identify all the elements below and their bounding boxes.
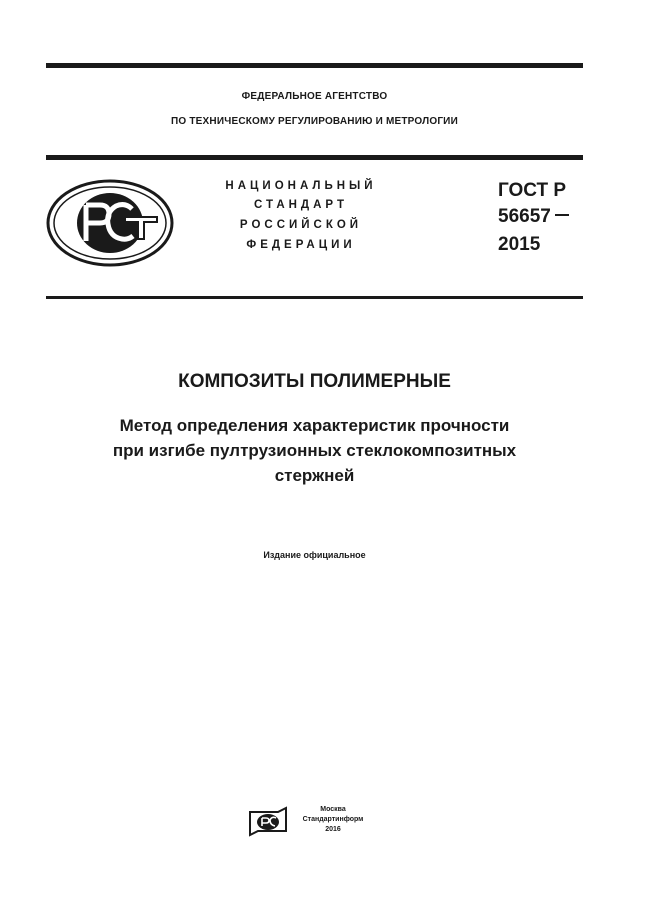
edition-label: Издание официальное	[263, 550, 366, 560]
publisher-info	[296, 805, 370, 835]
subtitle-line-2: при изгибе пултрузионных стеклокомпозитных	[112, 441, 517, 460]
standard-type-line-4: ФЕДЕРАЦИИ	[246, 239, 356, 251]
document-title: КОМПОЗИТЫ ПОЛИМЕРНЫЕ	[178, 371, 451, 392]
gost-number-row	[498, 207, 569, 226]
top-rule	[46, 63, 583, 68]
subtitle-line-3: стержней	[274, 466, 355, 485]
gost-prefix: ГОСТ Р	[498, 180, 567, 201]
agency-line-2: ПО ТЕХНИЧЕСКОМУ РЕГУЛИРОВАНИЮ И МЕТРОЛОГИИ	[171, 116, 458, 127]
publisher-name: Стандартинформ	[302, 816, 364, 823]
publisher-year: 2016	[325, 826, 341, 833]
agency-line-1: ФЕДЕРАЛЬНОЕ АГЕНТСТВО	[241, 91, 388, 102]
standartinform-logo-icon	[248, 806, 288, 837]
standard-type-line-1: НАЦИОНАЛЬНЫЙ	[225, 180, 377, 192]
standard-type-line-3: РОССИЙСКОЙ	[239, 219, 363, 231]
rst-emblem-icon	[46, 179, 174, 267]
subtitle-line-1: Метод определения характеристик прочности	[119, 416, 510, 435]
publisher-city: Москва	[320, 806, 346, 813]
standard-type-line-2: СТАНДАРТ	[254, 199, 348, 211]
agency-bottom-rule	[46, 155, 583, 160]
gost-number: 56657	[498, 206, 551, 227]
gost-year: 2015	[498, 234, 541, 255]
header-bottom-rule	[46, 296, 583, 299]
gost-dash	[555, 214, 569, 216]
